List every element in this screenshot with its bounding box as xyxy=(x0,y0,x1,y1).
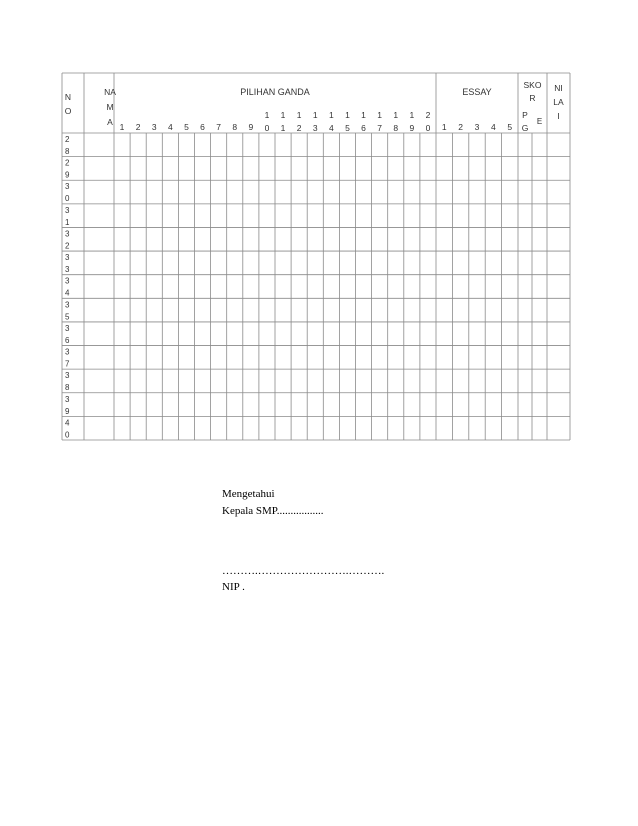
pg-number: 1 1 xyxy=(280,110,286,133)
header-no: N O xyxy=(64,92,72,116)
row-number: 2 9 xyxy=(65,158,70,180)
header-skor-pg: P G xyxy=(521,110,529,133)
principal-title: Kepala SMP................. xyxy=(222,505,324,517)
essay-number: 4 xyxy=(491,122,496,132)
row-number: 3 9 xyxy=(65,394,70,416)
header-skor: SKO R xyxy=(523,80,542,103)
pg-number: 9 xyxy=(248,122,254,132)
pg-number: 1 5 xyxy=(345,110,350,133)
pg-number: 1 4 xyxy=(328,110,334,133)
pg-number: 1 2 xyxy=(296,110,302,133)
row-number: 3 4 xyxy=(65,276,70,298)
row-number: 3 8 xyxy=(65,371,70,393)
row-number: 3 0 xyxy=(65,182,70,204)
pg-number: 1 7 xyxy=(377,110,383,133)
signature-line: ……….…………………….………. xyxy=(222,565,385,577)
pg-number: 2 xyxy=(135,122,141,132)
pg-number: 1 3 xyxy=(312,110,318,133)
row-number: 2 8 xyxy=(65,135,70,156)
row-number: 3 7 xyxy=(65,347,70,369)
essay-number: 3 xyxy=(474,122,480,132)
row-number: 3 6 xyxy=(65,323,70,345)
pg-number: 7 xyxy=(216,122,222,132)
row-number: 3 2 xyxy=(65,229,70,251)
pg-number: 1 8 xyxy=(393,110,399,133)
pg-number: 1 0 xyxy=(264,110,270,133)
pg-number: 1 xyxy=(119,122,125,132)
header-nama: NA M A xyxy=(104,87,116,127)
row-number: 3 3 xyxy=(65,253,70,275)
acknowledgement-label: Mengetahui xyxy=(222,488,275,500)
essay-number: 2 xyxy=(458,122,463,132)
header-skor-e: E xyxy=(536,117,543,126)
header-essay: ESSAY xyxy=(462,87,492,97)
row-number: 4 0 xyxy=(65,418,70,440)
row-number: 3 1 xyxy=(65,205,70,227)
header-nilai: NI LA I xyxy=(553,83,564,121)
pg-number: 4 xyxy=(167,122,173,132)
pg-number: 8 xyxy=(232,122,238,132)
essay-number: 5 xyxy=(507,122,513,132)
pg-number: 1 6 xyxy=(361,110,366,133)
nip-label: NIP . xyxy=(222,581,245,593)
pg-number: 2 0 xyxy=(425,110,431,133)
header-pilihan-ganda: PILIHAN GANDA xyxy=(240,87,310,97)
pg-number: 3 xyxy=(151,122,157,132)
pg-number: 1 9 xyxy=(409,110,415,133)
essay-number: 1 xyxy=(441,122,447,132)
pg-number: 5 xyxy=(184,122,189,132)
pg-number: 6 xyxy=(200,122,205,132)
row-number: 3 5 xyxy=(65,300,70,322)
